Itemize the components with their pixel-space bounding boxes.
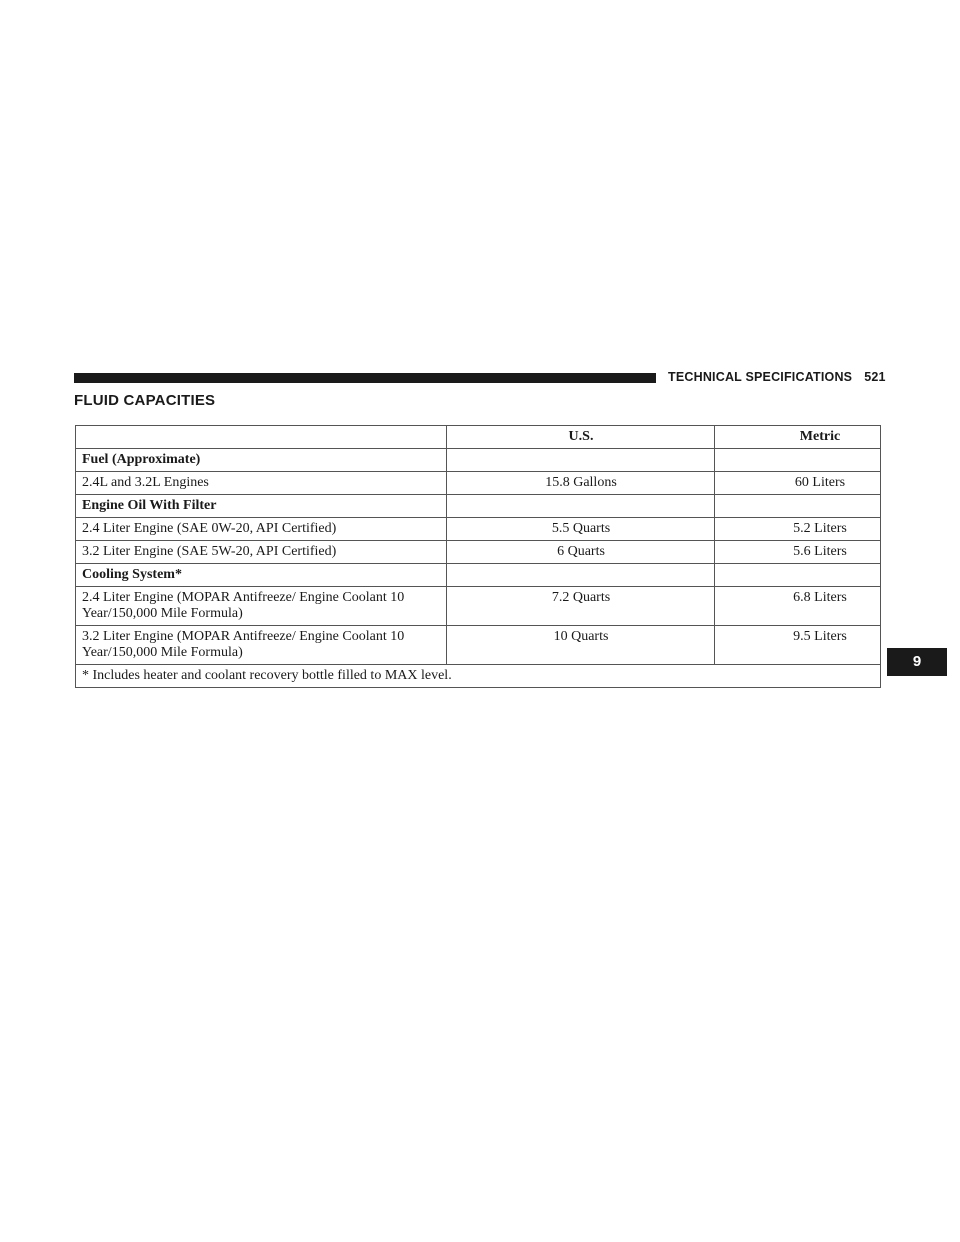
item-label: 2.4L and 3.2L Engines	[76, 472, 447, 495]
column-header-metric: Metric	[715, 426, 881, 449]
item-label: 2.4 Liter Engine (MOPAR Antifreeze/ Engine Coolant 10 Year/150,000 Mile Formula)	[76, 587, 447, 626]
table-header-row	[76, 426, 881, 449]
us-value	[447, 495, 715, 518]
us-value: 7.2 Quarts	[447, 587, 715, 626]
item-label: 2.4 Liter Engine (SAE 0W-20, API Certified)	[76, 518, 447, 541]
table-row	[76, 541, 881, 564]
column-header-item	[76, 426, 447, 449]
table-footnote-row	[76, 665, 881, 688]
column-header-us: U.S.	[447, 426, 715, 449]
table-footnote: * Includes heater and coolant recovery bottle filled to MAX level.	[76, 665, 881, 688]
page-number: 521	[864, 370, 886, 384]
running-header	[668, 370, 886, 386]
table-row	[76, 495, 881, 518]
category-label: Engine Oil With Filter	[76, 495, 447, 518]
table-row	[76, 626, 881, 665]
us-value: 6 Quarts	[447, 541, 715, 564]
section-title: FLUID CAPACITIES	[74, 392, 216, 409]
us-value: 15.8 Gallons	[447, 472, 715, 495]
us-value: 5.5 Quarts	[447, 518, 715, 541]
table-row	[76, 518, 881, 541]
metric-value: 6.8 Liters	[715, 587, 881, 626]
table-row	[76, 449, 881, 472]
chapter-tab: 9	[887, 648, 947, 676]
item-label: 3.2 Liter Engine (SAE 5W-20, API Certified)	[76, 541, 447, 564]
us-value	[447, 449, 715, 472]
category-label: Cooling System*	[76, 564, 447, 587]
header-title: TECHNICAL SPECIFICATIONS	[668, 370, 853, 384]
fluid-capacities-table	[75, 425, 881, 688]
metric-value: 9.5 Liters	[715, 626, 881, 665]
header-rule	[74, 373, 656, 383]
table-row	[76, 564, 881, 587]
metric-value	[715, 449, 881, 472]
metric-value	[715, 564, 881, 587]
table-row	[76, 472, 881, 495]
us-value	[447, 564, 715, 587]
metric-value: 60 Liters	[715, 472, 881, 495]
metric-value: 5.6 Liters	[715, 541, 881, 564]
metric-value: 5.2 Liters	[715, 518, 881, 541]
table-row	[76, 587, 881, 626]
metric-value	[715, 495, 881, 518]
item-label: 3.2 Liter Engine (MOPAR Antifreeze/ Engine Coolant 10 Year/150,000 Mile Formula)	[76, 626, 447, 665]
us-value: 10 Quarts	[447, 626, 715, 665]
category-label: Fuel (Approximate)	[76, 449, 447, 472]
